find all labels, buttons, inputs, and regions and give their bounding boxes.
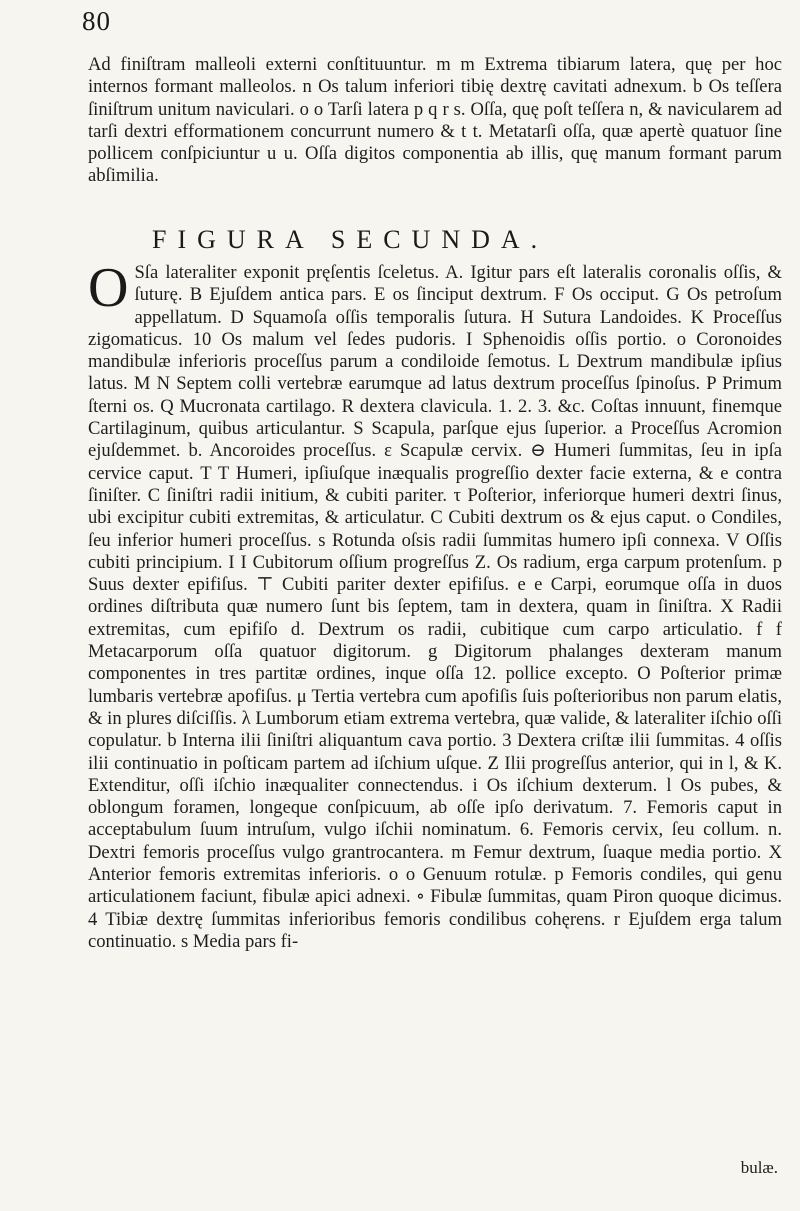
page-number: 80 — [82, 6, 111, 36]
section-heading: FIGURA SECUNDA. — [152, 225, 549, 254]
drop-cap-letter: O — [88, 257, 129, 319]
paragraph-intro: Ad finiſtram malleoli externi conſtituuntur. m m Extrema tibiarum latera, quę per hoc internos formant malleolos. n Os talum inferiori tibię dextrę cavitati adnexum. b Os teſſera ſiniſtrum unitum naviculari. o o Tarſi latera p q r s. Oſſa, quę poſt teſſera n, & navicularem ad tarſi dextri efformationem concurrunt numero & t t. Metatarſi oſſa, quæ apertè quatuor ſine pollicem conſpiciuntur u u. Oſſa digitos componentia ab illis, quę manum formant parum abſimilia. — [88, 54, 782, 187]
paragraph-body-text: Sſa lateraliter exponit pręſentis ſceletus. A. Igitur pars eſt lateralis coronalis oſſis, & ſuturę. B Ejuſdem antica pars. E os ſinciput dextrum. F Os occiput. G Os petroſum appellatum. D Squamoſa oſſis temporalis ſutura. H Sutura Landoides. K Proceſſus zigomaticus. 10 Os malum vel ſedes pudoris. I Sphenoidis oſſis portio. o Coronoides mandibulæ inferioris proceſſus parum a condiloide ſemotus. L Dextrum mandibulæ ipſius latus. M N Septem colli vertebræ earumque ad latus dextrum proceſſus ſpinoſus. P Primum ſterni os. Q Mucronata cartilago. R dextera clavicula. 1. 2. 3. &c. Coſtas innuunt, finemque Cartilaginum, quibus articulantur. S Scapula, parſque ejus ſuperior. a Proceſſus Acromion ejuſdemmet. b. Ancoroides proceſſus. ε Scapulæ cervix. ⊖ Humeri ſummitas, ſeu in ipſa cervice caput. T T Humeri, ipſiuſque inæqualis progreſſio dexter facie externa, & e contra ſiniſter. C ſiniſtri radii initium, & cubiti pariter. τ Poſterior, inferiorque humeri dextri ſinus, ubi excipitur cubiti extremitas, & articulatur. C Cubiti dextrum os & ejus caput. o Condiles, ſeu inferior humeri proceſſus. s Rotunda oſsis radii ſummitas humero ipſi connexa. V Oſſis cubiti principium. I I Cubitorum oſſium progreſſus Z. Os radium, erga carpum protenſum. p Suus dexter epifiſus. ⊤ Cubiti pariter dexter epifiſus. e e Carpi, eorumque oſſa in duos ordines diſtributa quæ numero ſunt bis ſeptem, tam in dextera, quam in ſiniſtra. X Radii extremitas, cum epifiſo d. Dextrum os radii, cubitique cum carpo articulatio. f f Metacarporum oſſa quatuor digitorum. g Digitorum phalanges dexteram manum componentes in tres partitæ ordines, inque oſſa 12. pollice excepto. O Poſterior primæ lumbaris vertebræ apofiſus. μ Tertia vertebra cum apofiſis ſuis poſterioribus non parum elatis, & in plures diſciſſis. λ Lumborum etiam extrema vertebra, quæ valide, & lateraliter iſchio oſſi copulatur. b Interna ilii ſiniſtri aliquantum cava portio. 3 Dextera criſtæ ilii ſummitas. 4 oſſis ilii continuatio in poſticam partem ad iſchium uſque. Z Ilii progreſſus anterior, qui in l, & K. Extenditur, oſſi iſchio inæqualiter connectendus. i Os iſchium dexterum. l Os pubes, & oblongum foramen, longeque conſpicuum, ab oſſe ipſo derivatum. 7. Femoris caput in acceptabulum ſuum intruſum, vulgo iſchii nominatum. 6. Femoris cervix, ſeu collum. n. Dextri femoris proceſſus vulgo grantrocantera. m Femur dextrum, ſuaque media portio. X Anterior femoris extremitas inferioris. o o Genuum rotulæ. p Femoris condiles, qui genu articulationem faciunt, fibulæ apici adnexi. ∘ Fibulæ ſummitas, quam Piron quoque dicimus. 4 Tibiæ dextrę ſummitas inferioribus femoris condilibus cohęrens. r Ejuſdem erga talum continuatio. s Media pars fi- — [88, 262, 782, 952]
catchword: bulæ. — [740, 1158, 778, 1177]
paragraph-figure-description — [88, 257, 782, 953]
